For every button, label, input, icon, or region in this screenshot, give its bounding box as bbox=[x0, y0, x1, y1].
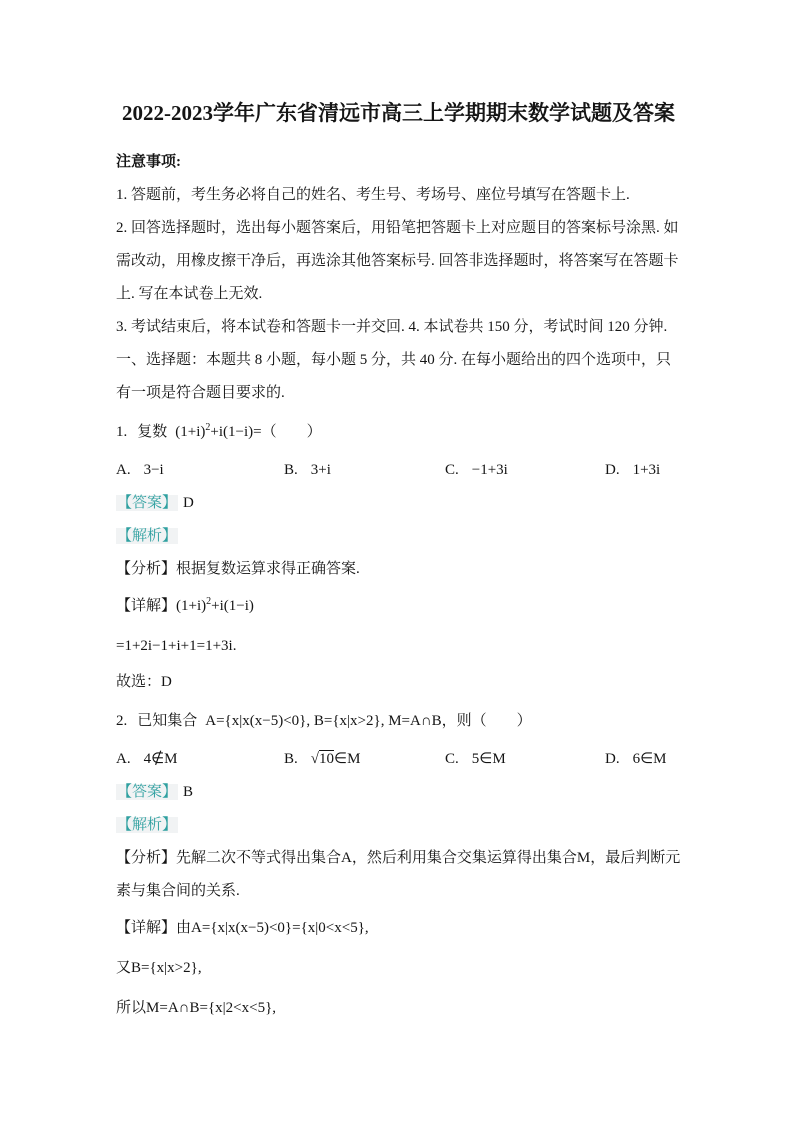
sqrt-symbol: √ bbox=[310, 751, 319, 767]
option-label: A. bbox=[116, 462, 131, 478]
q1-analysis-tag-line bbox=[116, 520, 681, 553]
q2-answer-line bbox=[116, 776, 681, 809]
q1-option-b bbox=[284, 454, 445, 487]
option-label: B. bbox=[284, 751, 298, 767]
q1-detail-rest: +i(1−i) bbox=[211, 598, 254, 614]
q2-stem bbox=[116, 699, 681, 743]
answer-tag: 【答案】 bbox=[117, 495, 178, 511]
option-text-rest: ∈M bbox=[334, 751, 361, 767]
q2-detail-line-3 bbox=[116, 988, 681, 1028]
q1-formula-base: (1+i) bbox=[175, 424, 206, 440]
option-label: B. bbox=[284, 462, 298, 478]
option-text: −1+3i bbox=[471, 462, 508, 478]
q2-analysis-line bbox=[116, 842, 681, 908]
analysis-tag: 【分析】 bbox=[116, 850, 177, 866]
q1-stem bbox=[116, 410, 681, 454]
q1-formula-rest: +i(1−i)= bbox=[210, 424, 262, 440]
option-label: D. bbox=[605, 751, 620, 767]
q2-options bbox=[116, 743, 681, 776]
answer-tag: 【答案】 bbox=[117, 784, 178, 800]
q2-analysis-text: 先解二次不等式得出集合A，然后利用集合交集运算得出集合M，最后判断元素与集合间的关系. bbox=[116, 850, 681, 899]
option-label: C. bbox=[445, 751, 459, 767]
q2-number: 2. bbox=[116, 713, 128, 729]
sqrt-radicand: 10 bbox=[319, 751, 334, 767]
page-title: 2022-2023学年广东省清远市高三上学期期末数学试题及答案 bbox=[122, 101, 675, 125]
explain-tag: 【解析】 bbox=[117, 528, 178, 544]
option-text: 3−i bbox=[143, 462, 164, 478]
q1-detail-line-2: =1+2i−1+i+1=1+3i. bbox=[116, 638, 237, 654]
q2-detail-formula-2: B={x|x>2}, bbox=[131, 960, 202, 976]
q2-option-c bbox=[445, 743, 605, 776]
q1-analysis-line bbox=[116, 553, 681, 586]
q1-formula bbox=[175, 424, 261, 440]
option-text: 4∉M bbox=[143, 751, 178, 767]
q1-lead-text: 复数 bbox=[137, 424, 168, 440]
notice-item-2: 2. 回答选择题时，选出每小题答案后，用铅笔把答题卡上对应题目的答案标号涂黑. 如需改动，用橡皮擦干净后，再选涂其他答案标号. 回答非选择题时，将答案写在答题卡上. 写在本试卷上无效. bbox=[116, 220, 679, 302]
q2-lead-text: 已知集合 bbox=[137, 713, 198, 729]
option-label: D. bbox=[605, 462, 620, 478]
q2-option-d bbox=[605, 743, 681, 776]
q2-detail-formula-3: M=A∩B={x|2<x<5}, bbox=[146, 1000, 277, 1016]
detail-tag: 【详解】 bbox=[116, 920, 177, 936]
option-text bbox=[311, 750, 361, 767]
option-text: 6∈M bbox=[632, 751, 667, 767]
q1-detail-base: (1+i) bbox=[176, 598, 207, 614]
q1-formula-exponent: 2 bbox=[205, 422, 211, 433]
q1-number: 1. bbox=[116, 424, 128, 440]
notice-item-3: 3. 考试结束后，将本试卷和答题卡一并交回. 4. 本试卷共 150 分，考试时间 120 分钟. bbox=[116, 319, 668, 335]
option-text: 1+3i bbox=[632, 462, 661, 478]
q1-conclusion: 故选：D bbox=[116, 674, 172, 690]
q2-option-b bbox=[284, 743, 445, 776]
q1-detail-line-1 bbox=[116, 586, 681, 626]
explain-tag: 【解析】 bbox=[117, 817, 178, 833]
option-text: 5∈M bbox=[471, 751, 506, 767]
option-label: C. bbox=[445, 462, 459, 478]
detail-tag: 【详解】 bbox=[116, 598, 177, 614]
q1-option-d bbox=[605, 454, 681, 487]
q2-answer-blank: （ ） bbox=[471, 713, 532, 729]
q2-detail-formula-1: A={x|x(x−5)<0}={x|0<x<5}, bbox=[191, 920, 369, 936]
option-text: 3+i bbox=[310, 462, 331, 478]
q2-detail-line-2 bbox=[116, 948, 681, 988]
q2-detail-lead-1: 由 bbox=[176, 920, 192, 936]
q2-detail-lead-2: 又 bbox=[116, 960, 132, 976]
notice-item-1: 1. 答题前，考生务必将自己的姓名、考生号、考场号、座位号填写在答题卡上. bbox=[116, 187, 630, 203]
analysis-tag: 【分析】 bbox=[116, 561, 177, 577]
q1-detail-exponent: 2 bbox=[206, 596, 212, 607]
option-label: A. bbox=[116, 751, 131, 767]
q1-analysis-text: 根据复数运算求得正确答案. bbox=[176, 561, 360, 577]
q1-options bbox=[116, 454, 681, 487]
q2-option-a bbox=[116, 743, 284, 776]
q2-analysis-tag-line bbox=[116, 809, 681, 842]
q1-detail-formula bbox=[176, 598, 254, 614]
section-heading: 一、选择题：本题共 8 小题，每小题 5 分，共 40 分. 在每小题给出的四个选项中，只有一项是符合题目要求的. bbox=[116, 352, 672, 401]
q2-formula: A={x|x(x−5)<0}, B={x|x>2}, M=A∩B，则 bbox=[205, 713, 472, 729]
q2-answer-value: B bbox=[183, 784, 194, 800]
q2-detail-line-1 bbox=[116, 908, 681, 948]
q1-option-a bbox=[116, 454, 284, 487]
q1-answer-line bbox=[116, 487, 681, 520]
notice-heading: 注意事项: bbox=[116, 154, 181, 170]
q1-answer-blank: （ ） bbox=[261, 424, 322, 440]
q2-detail-lead-3: 所以 bbox=[116, 1000, 147, 1016]
q1-answer-value: D bbox=[183, 495, 194, 511]
q1-option-c bbox=[445, 454, 605, 487]
